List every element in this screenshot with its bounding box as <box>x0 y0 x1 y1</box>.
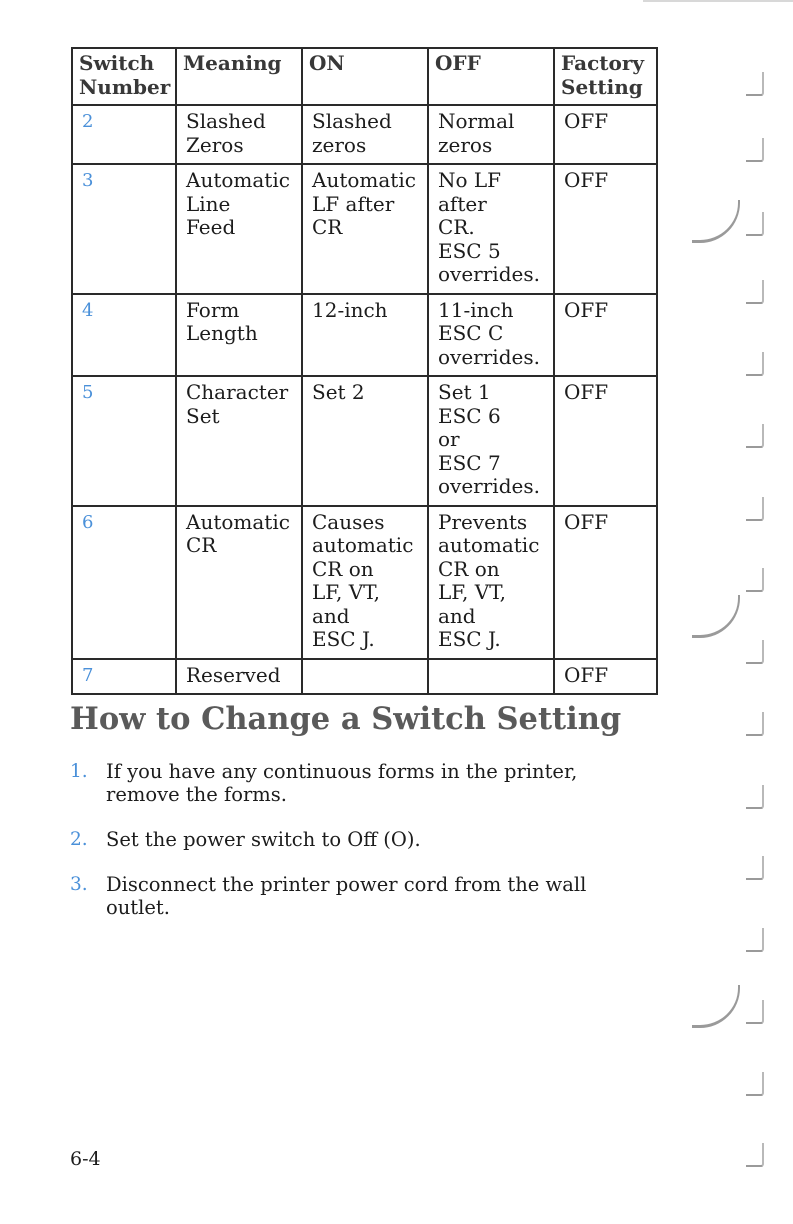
step-text: Disconnect the printer power cord from the wall outlet. <box>106 873 587 919</box>
meaning-cell: Reserved <box>176 659 302 695</box>
tab-mark <box>746 138 764 162</box>
table-row <box>72 164 657 294</box>
section-heading: How to Change a Switch Setting <box>70 701 622 737</box>
table-row <box>72 659 657 695</box>
on-cell: Set 2 <box>302 376 428 506</box>
tab-mark <box>746 568 764 592</box>
tab-mark <box>746 1000 764 1024</box>
tab-mark <box>746 785 764 809</box>
table-row <box>72 506 657 659</box>
off-cell: Normal zeros <box>428 105 554 164</box>
binder-ring-hole <box>692 200 740 243</box>
tab-mark <box>746 856 764 880</box>
header-on: ON <box>302 48 428 105</box>
on-cell: 12-inch <box>302 294 428 377</box>
tab-mark <box>746 1143 764 1167</box>
tab-mark <box>746 280 764 304</box>
switch-settings-table <box>71 47 658 695</box>
header-off: OFF <box>428 48 554 105</box>
binder-ring-hole <box>692 595 740 638</box>
switch-number: 4 <box>72 294 176 377</box>
on-cell: Slashed zeros <box>302 105 428 164</box>
factory-setting-cell: OFF <box>554 294 657 377</box>
tab-mark <box>746 497 764 521</box>
list-item <box>70 873 650 919</box>
factory-setting-cell: OFF <box>554 506 657 659</box>
meaning-cell: Automatic Line Feed <box>176 164 302 294</box>
step-number: 3. <box>70 874 88 895</box>
off-cell: Set 1 ESC 6 or ESC 7 overrides. <box>428 376 554 506</box>
step-text: If you have any continuous forms in the printer, remove the forms. <box>106 760 578 806</box>
list-item <box>70 760 650 806</box>
meaning-cell: Character Set <box>176 376 302 506</box>
factory-setting-cell: OFF <box>554 376 657 506</box>
on-cell: Automatic LF after CR <box>302 164 428 294</box>
step-text: Set the power switch to Off (O). <box>106 828 421 851</box>
header-factory-setting: Factory Setting <box>554 48 657 105</box>
table-row <box>72 294 657 377</box>
off-cell: 11-inch ESC C overrides. <box>428 294 554 377</box>
switch-number: 6 <box>72 506 176 659</box>
on-cell: Causes automatic CR on LF, VT, and ESC J. <box>302 506 428 659</box>
off-cell: No LF after CR. ESC 5 overrides. <box>428 164 554 294</box>
header-meaning: Meaning <box>176 48 302 105</box>
top-edge-rule <box>643 0 793 2</box>
table-header-row <box>72 48 657 105</box>
tab-mark <box>746 928 764 952</box>
factory-setting-cell: OFF <box>554 105 657 164</box>
on-cell <box>302 659 428 695</box>
factory-setting-cell: OFF <box>554 659 657 695</box>
tab-mark <box>746 640 764 664</box>
table-row <box>72 376 657 506</box>
meaning-cell: Slashed Zeros <box>176 105 302 164</box>
list-item <box>70 828 650 851</box>
off-cell: Prevents automatic CR on LF, VT, and ESC J. <box>428 506 554 659</box>
index-tab-edge <box>740 0 770 1224</box>
switch-number: 7 <box>72 659 176 695</box>
tab-mark <box>746 212 764 236</box>
tab-mark <box>746 712 764 736</box>
binder-ring-hole <box>692 985 740 1028</box>
meaning-cell: Form Length <box>176 294 302 377</box>
header-switch-number: Switch Number <box>72 48 176 105</box>
off-cell <box>428 659 554 695</box>
table-row <box>72 105 657 164</box>
factory-setting-cell: OFF <box>554 164 657 294</box>
page-number: 6-4 <box>70 1148 101 1170</box>
tab-mark <box>746 1072 764 1096</box>
tab-mark <box>746 72 764 96</box>
switch-number: 2 <box>72 105 176 164</box>
step-number: 1. <box>70 761 88 782</box>
tab-mark <box>746 352 764 376</box>
tab-mark <box>746 424 764 448</box>
switch-number: 3 <box>72 164 176 294</box>
step-number: 2. <box>70 829 88 850</box>
steps-list <box>70 760 650 941</box>
meaning-cell: Automatic CR <box>176 506 302 659</box>
switch-number: 5 <box>72 376 176 506</box>
